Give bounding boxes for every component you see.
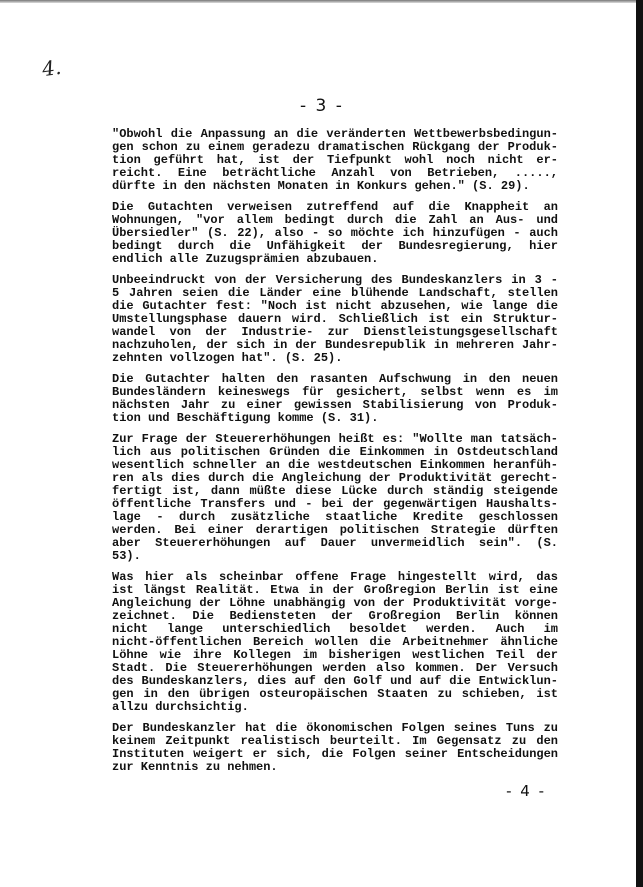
text-line: nachzuholen, der sich in der Bundesrepublik in mehreren Jahr- — [112, 338, 558, 352]
text-line: tion geführt hat, ist der Tiefpunkt wohl noch nicht er- — [112, 153, 558, 167]
text-line: reicht. Eine beträchtliche Anzahl von Betrieben, ....., — [112, 166, 558, 180]
text-line: allzu durchsichtig. — [112, 700, 249, 714]
paragraph — [112, 201, 558, 266]
text-line: nicht lange unterschiedlich besoldet werden. Auch im — [112, 622, 558, 636]
text-line: dürfte in den nächsten Monaten in Konkurs gehen." (S. 29). — [112, 179, 530, 193]
scan-top-edge — [0, 0, 643, 3]
text-line: gen schon zu einem geradezu dramatischen Rückgang der Produk- — [112, 140, 558, 154]
text-line: zur Kenntnis zu nehmen. — [112, 760, 278, 774]
text-line: Zur Frage der Steuererhöhungen heißt es: "Wollte man tatsäch- — [112, 432, 558, 446]
text-line: "Obwohl die Anpassung an die veränderten Wettbewerbsbedingun- — [112, 127, 558, 141]
text-line: endlich alle Zuzugsprämien abzubauen. — [112, 252, 379, 266]
text-line: Wohnungen, "vor allem bedingt durch die Zahl an Aus- und — [112, 213, 558, 227]
handwritten-mark: 4. — [40, 54, 63, 82]
text-line: Übersiedler" (S. 22), also - so möchte ich hinzufügen - auch — [112, 226, 558, 240]
text-line: fertigt ist, dann müßte diese Lücke durch ständig steigende — [112, 484, 558, 498]
document-body — [112, 128, 558, 800]
text-line: zeichnet. Die Bediensteten der Großregion Berlin können — [112, 609, 558, 623]
text-line: ren als dies durch die Angleichung der Produktivität gerecht- — [112, 471, 558, 485]
next-page-marker: - 4 - — [506, 782, 546, 800]
text-line: wandel von der Industrie- zur Dienstleistungsgesellschaft — [112, 325, 558, 339]
text-line: Löhne wie ihre Kollegen im bisherigen westlichen Teil der — [112, 648, 558, 662]
page-number: - 3 - — [300, 96, 344, 116]
text-line: aber Steuererhöhungen auf Dauer unvermeidlich sein". (S. — [112, 536, 558, 550]
paragraph — [112, 128, 558, 193]
text-line: lich aus politischen Gründen die Einkommen in Ostdeutschland — [112, 445, 558, 459]
text-line: wesentlich schneller an die westdeutschen Einkommen heranfüh- — [112, 458, 558, 472]
text-line: bedingt durch die Unfähigkeit der Bundesregierung, hier — [112, 239, 558, 253]
text-line: tion und Beschäftigung komme (S. 31). — [112, 411, 379, 425]
text-line: des Bundeskanzlers, dies auf den Golf und auf die Entwicklun- — [112, 674, 558, 688]
text-line: Angleichung der Löhne unabhängig von der Produktivität vorge- — [112, 596, 558, 610]
text-line: Bundesländern keineswegs für gesichert, selbst wenn es im — [112, 385, 558, 399]
paragraph — [112, 571, 558, 714]
paragraph — [112, 722, 558, 774]
text-line: Die Gutachter halten den rasanten Aufschwung in den neuen — [112, 372, 558, 386]
paragraph — [112, 274, 558, 365]
text-line: Stadt. Die Steuererhöhungen werden also kommen. Der Versuch — [112, 661, 558, 675]
text-line: die Gutachter fest: "Noch ist nicht abzusehen, wie lange die — [112, 299, 558, 313]
text-line: gen in den übrigen osteuropäischen Staaten zu schieben, ist — [112, 687, 558, 701]
text-line: 5 Jahren seien die Länder eine blühende Landschaft, stellen — [112, 286, 558, 300]
text-line: öffentliche Transfers und - bei der gegenwärtigen Haushalts- — [112, 497, 558, 511]
scan-right-edge — [636, 0, 643, 887]
text-line: Die Gutachten verweisen zutreffend auf die Knappheit an — [112, 200, 558, 214]
text-line: Instituten weigert er sich, die Folgen seiner Entscheidungen — [112, 747, 558, 761]
text-line: Umstellungsphase dauern wird. Schließlich ist ein Struktur- — [112, 312, 558, 326]
text-line: nicht-öffentlichen Bereich wollen die Arbeitnehmer ähnliche — [112, 635, 558, 649]
paragraphs — [112, 128, 558, 774]
text-line: lage - durch zusätzliche staatliche Kredite geschlossen — [112, 510, 558, 524]
text-line: nächsten Jahr zu einer gewissen Stabilisierung von Produk- — [112, 398, 558, 412]
text-line: Der Bundeskanzler hat die ökonomischen Folgen seines Tuns zu — [112, 721, 558, 735]
text-line: 53). — [112, 549, 141, 563]
text-line: ist längst Realität. Etwa in der Großregion Berlin ist eine — [112, 583, 558, 597]
paragraph — [112, 433, 558, 563]
text-line: Was hier als scheinbar offene Frage hingestellt wird, das — [112, 570, 558, 584]
paragraph — [112, 373, 558, 425]
text-line: Unbeeindruckt von der Versicherung des Bundeskanzlers in 3 - — [112, 273, 558, 287]
text-line: werden. Bei einer derartigen politischen Strategie dürften — [112, 523, 558, 537]
text-line: zehnten vollzogen hat". (S. 25). — [112, 351, 343, 365]
text-line: keinem Zeitpunkt realistisch beurteilt. Im Gegensatz zu den — [112, 734, 558, 748]
